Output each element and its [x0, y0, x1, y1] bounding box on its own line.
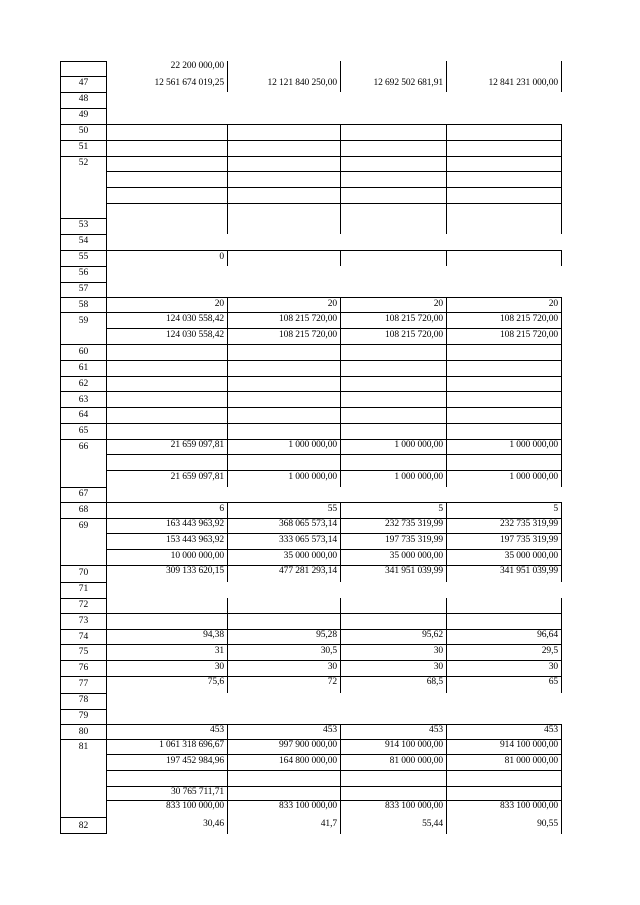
cell-value: 1 000 000,00 — [509, 472, 558, 482]
cell-value: 163 443 963,92 — [166, 519, 224, 529]
grid-line — [60, 502, 562, 503]
cell-value: 124 030 558,42 — [166, 314, 224, 324]
cell-value: 31 — [214, 646, 224, 656]
cell-value: 232 735 319,99 — [500, 519, 558, 529]
grid-line — [446, 61, 447, 92]
grid-line — [60, 108, 107, 109]
grid-line — [340, 724, 341, 834]
cell-value: 1 000 000,00 — [394, 472, 443, 482]
grid-line — [107, 549, 562, 550]
cell-value: 20 — [214, 299, 224, 309]
grid-line — [107, 203, 562, 204]
grid-line — [60, 124, 562, 125]
cell-value: 197 452 984,96 — [166, 756, 224, 766]
cell-value: 1 000 000,00 — [394, 440, 443, 450]
cell-value: 1 000 000,00 — [288, 440, 337, 450]
grid-line — [60, 644, 562, 645]
grid-line — [60, 297, 562, 298]
grid-line — [60, 61, 107, 62]
grid-line — [107, 754, 562, 755]
cell-value: 95,62 — [422, 630, 443, 640]
cell-value: 12 841 231 000,00 — [488, 78, 558, 88]
grid-line — [60, 156, 562, 157]
grid-line — [107, 171, 562, 172]
row-number: 67 — [78, 489, 89, 499]
grid-line — [60, 92, 107, 93]
cell-value: 0 — [219, 252, 224, 262]
cell-value: 30,5 — [320, 646, 337, 656]
cell-value: 914 100 000,00 — [500, 740, 558, 750]
grid-line — [60, 218, 107, 219]
cell-value: 164 800 000,00 — [279, 756, 337, 766]
row-number: 71 — [78, 584, 89, 594]
cell-value: 453 — [323, 725, 337, 735]
row-number: 73 — [78, 616, 89, 626]
grid-line — [107, 533, 562, 534]
cell-value: 108 215 720,00 — [385, 330, 443, 340]
grid-line — [227, 724, 228, 834]
cell-value: 65 — [548, 677, 558, 687]
cell-value: 197 735 319,99 — [385, 535, 443, 545]
cell-value: 35 000 000,00 — [283, 551, 337, 561]
row-number: 81 — [78, 742, 89, 752]
grid-line — [340, 250, 341, 266]
row-number: 65 — [78, 426, 89, 436]
grid-line — [60, 487, 107, 488]
cell-value: 72 — [327, 677, 337, 687]
grid-line — [340, 502, 341, 582]
cell-value: 20 — [327, 299, 337, 309]
grid-line — [446, 598, 447, 693]
grid-line — [60, 439, 562, 440]
cell-value: 30,46 — [203, 819, 224, 829]
cell-value: 95,28 — [316, 630, 337, 640]
row-number: 56 — [78, 268, 89, 278]
row-number: 48 — [78, 94, 89, 104]
cell-value: 833 100 000,00 — [500, 801, 558, 811]
grid-line — [227, 297, 228, 487]
grid-line — [60, 312, 562, 313]
cell-value: 20 — [548, 299, 558, 309]
cell-value: 453 — [429, 725, 443, 735]
cell-value: 21 659 097,81 — [170, 472, 224, 482]
grid-line — [227, 598, 228, 693]
grid-line — [107, 470, 562, 471]
grid-line — [446, 502, 447, 582]
row-number: 79 — [78, 711, 89, 721]
cell-value: 453 — [210, 725, 224, 735]
grid-line — [107, 770, 562, 771]
grid-line — [107, 786, 562, 787]
grid-line — [107, 187, 562, 188]
grid-line — [60, 76, 107, 77]
row-number: 76 — [78, 663, 89, 673]
row-number: 47 — [78, 78, 89, 88]
grid-line — [340, 297, 341, 487]
grid-line — [60, 817, 107, 818]
cell-value: 90,55 — [537, 819, 558, 829]
row-number: 70 — [78, 568, 89, 578]
row-number: 53 — [78, 220, 89, 230]
cell-value: 1 061 318 696,67 — [159, 740, 224, 750]
row-number: 59 — [78, 316, 89, 326]
grid-line — [227, 502, 228, 582]
grid-line — [446, 724, 447, 834]
cell-value: 21 659 097,81 — [170, 440, 224, 450]
row-number: 72 — [78, 600, 89, 610]
cell-value: 30 — [214, 662, 224, 672]
row-number: 50 — [78, 126, 89, 136]
row-number: 60 — [78, 347, 89, 357]
cell-value: 1 000 000,00 — [509, 440, 558, 450]
grid-line — [561, 724, 562, 834]
cell-value: 96,64 — [537, 630, 558, 640]
grid-line — [60, 565, 562, 566]
cell-value: 30 — [433, 646, 443, 656]
grid-line — [60, 739, 562, 740]
grid-line — [107, 800, 562, 801]
grid-line — [106, 61, 107, 834]
row-number: 82 — [78, 821, 89, 831]
row-number: 63 — [78, 395, 89, 405]
cell-value: 10 000 000,00 — [170, 551, 224, 561]
cell-value: 232 735 319,99 — [385, 519, 443, 529]
grid-line — [60, 376, 562, 377]
cell-value: 68,5 — [426, 677, 443, 687]
row-number: 64 — [78, 410, 89, 420]
grid-line — [107, 328, 562, 329]
grid-line — [60, 250, 562, 251]
grid-line — [60, 266, 107, 267]
grid-line — [561, 297, 562, 487]
grid-line — [60, 709, 107, 710]
cell-value: 30 — [433, 662, 443, 672]
cell-value: 30 — [548, 662, 558, 672]
grid-line — [60, 391, 562, 392]
row-number: 57 — [78, 284, 89, 294]
cell-value: 22 200 000,00 — [170, 61, 224, 71]
cell-value: 75,6 — [207, 677, 224, 687]
cell-value: 833 100 000,00 — [385, 801, 443, 811]
cell-value: 477 281 293,14 — [279, 566, 337, 576]
grid-line — [107, 454, 562, 455]
cell-value: 41,7 — [320, 819, 337, 829]
grid-line — [60, 61, 61, 834]
cell-value: 94,38 — [203, 630, 224, 640]
grid-line — [227, 250, 228, 266]
cell-value: 341 951 039,99 — [500, 566, 558, 576]
cell-value: 341 951 039,99 — [385, 566, 443, 576]
cell-value: 108 215 720,00 — [385, 314, 443, 324]
grid-line — [227, 124, 228, 234]
cell-value: 20 — [433, 299, 443, 309]
cell-value: 30 — [327, 662, 337, 672]
grid-line — [227, 61, 228, 92]
cell-value: 55 — [327, 504, 337, 514]
grid-line — [60, 833, 107, 834]
grid-line — [60, 518, 562, 519]
grid-line — [561, 502, 562, 582]
cell-value: 108 215 720,00 — [500, 330, 558, 340]
cell-value: 914 100 000,00 — [385, 740, 443, 750]
grid-line — [60, 676, 562, 677]
cell-value: 12 692 502 681,91 — [373, 78, 443, 88]
row-number: 51 — [78, 142, 89, 152]
row-number: 54 — [78, 236, 89, 246]
grid-line — [60, 660, 562, 661]
grid-line — [561, 598, 562, 693]
row-number: 77 — [78, 679, 89, 689]
grid-line — [340, 61, 341, 92]
grid-line — [340, 598, 341, 693]
row-number: 78 — [78, 695, 89, 705]
grid-line — [446, 250, 447, 266]
cell-value: 12 121 840 250,00 — [267, 78, 337, 88]
grid-line — [60, 140, 562, 141]
grid-line — [60, 344, 562, 345]
cell-value: 35 000 000,00 — [504, 551, 558, 561]
cell-value: 55,44 — [422, 819, 443, 829]
cell-value: 5 — [553, 504, 558, 514]
cell-value: 309 133 620,15 — [166, 566, 224, 576]
cell-value: 108 215 720,00 — [500, 314, 558, 324]
grid-line — [60, 423, 562, 424]
grid-line — [60, 613, 562, 614]
grid-line — [60, 598, 107, 599]
grid-line — [561, 61, 562, 92]
cell-value: 124 030 558,42 — [166, 330, 224, 340]
row-number: 68 — [78, 505, 89, 515]
grid-line — [340, 124, 341, 234]
cell-value: 833 100 000,00 — [166, 801, 224, 811]
cell-value: 30 765 711,71 — [171, 787, 224, 797]
cell-value: 5 — [438, 504, 443, 514]
cell-value: 108 215 720,00 — [279, 330, 337, 340]
row-number: 55 — [78, 252, 89, 262]
cell-value: 108 215 720,00 — [279, 314, 337, 324]
cell-value: 1 000 000,00 — [288, 472, 337, 482]
grid-line — [60, 282, 107, 283]
row-number: 74 — [78, 632, 89, 642]
cell-value: 35 000 000,00 — [389, 551, 443, 561]
cell-value: 833 100 000,00 — [279, 801, 337, 811]
grid-line — [60, 693, 107, 694]
row-number: 80 — [78, 727, 89, 737]
grid-line — [446, 124, 447, 234]
cell-value: 6 — [219, 504, 224, 514]
cell-value: 368 065 573,14 — [279, 519, 337, 529]
row-number: 52 — [78, 158, 89, 168]
grid-line — [60, 234, 107, 235]
grid-line — [446, 297, 447, 487]
cell-value: 197 735 319,99 — [500, 535, 558, 545]
grid-line — [60, 629, 562, 630]
row-number: 75 — [78, 647, 89, 657]
cell-value: 333 065 573,14 — [279, 535, 337, 545]
cell-value: 29,5 — [541, 646, 558, 656]
grid-line — [60, 724, 562, 725]
row-number: 58 — [78, 300, 89, 310]
row-number: 49 — [78, 110, 89, 120]
row-number: 69 — [78, 521, 89, 531]
row-number: 62 — [78, 379, 89, 389]
cell-value: 453 — [544, 725, 558, 735]
grid-line — [60, 582, 107, 583]
row-number: 61 — [78, 363, 89, 373]
grid-line — [60, 360, 562, 361]
grid-line — [561, 250, 562, 266]
grid-line — [561, 124, 562, 234]
cell-value: 153 443 963,92 — [166, 535, 224, 545]
row-number: 66 — [78, 442, 89, 452]
cell-value: 997 900 000,00 — [279, 740, 337, 750]
grid-line — [60, 407, 562, 408]
cell-value: 12 561 674 019,25 — [154, 78, 224, 88]
cell-value: 81 000 000,00 — [504, 756, 558, 766]
cell-value: 81 000 000,00 — [389, 756, 443, 766]
